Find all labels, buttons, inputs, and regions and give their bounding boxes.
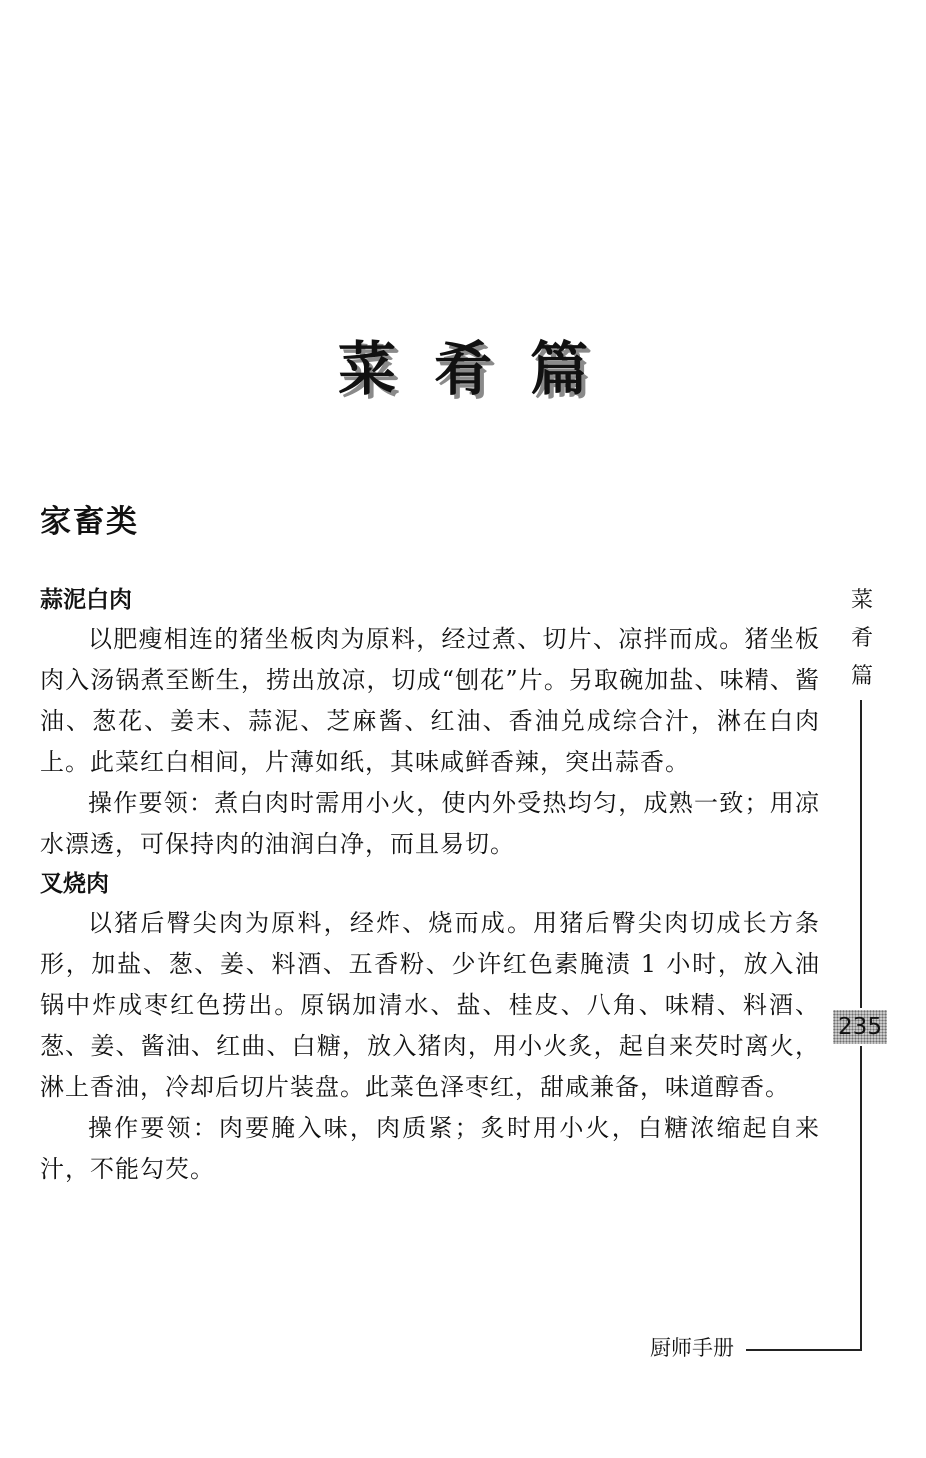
footer-book-title: 厨师手册 — [650, 1334, 738, 1362]
main-content — [40, 581, 820, 1190]
sidebar-rule-bottom — [860, 1046, 862, 1350]
footer-rule — [746, 1349, 862, 1351]
dish-title: 叉烧肉 — [40, 871, 109, 897]
sidebar-char: 肴 — [850, 626, 873, 651]
page-number: 235 — [833, 1010, 887, 1044]
sidebar-char: 菜 — [850, 588, 873, 613]
sidebar-chapter-label — [848, 582, 876, 696]
chapter-title: 菜肴篇 — [337, 335, 626, 403]
sidebar-char: 篇 — [850, 664, 873, 689]
dish-description: 以肥瘦相连的猪坐板肉为原料，经过煮、切片、凉拌而成。猪坐板肉入汤锅煮至断生，捞出放凉，切成“刨花”片。另取碗加盐、味精、酱油、葱花、姜末、蒜泥、芝麻酱、红油、香油兑成综合汁，淋在白肉上。此菜红白相间，片薄如纸，其味咸鲜香辣，突出蒜香。 — [40, 625, 820, 776]
dish-title: 蒜泥白肉 — [40, 587, 132, 613]
dish-description: 以猪后臀尖肉为原料，经炸、烧而成。用猪后臀尖肉切成长方条形，加盐、葱、姜、料酒、五香粉、少许红色素腌渍 1 小时，放入油锅中炸成枣红色捞出。原锅加清水、盐、桂皮、八角、味精、料酒、葱、姜、酱油、红曲、白糖，放入猪肉，用小火炙，起自来芡时离火，淋上香油，冷却后切片装盘。此菜色泽枣红，甜咸兼备，味道醇香。 — [40, 909, 820, 1101]
sidebar-rule-top — [860, 700, 862, 1008]
dish-tips: 操作要领：肉要腌入味，肉质紧；炙时用小火，白糖浓缩起自来汁，不能勾芡。 — [40, 1114, 820, 1183]
section-title: 家畜类 — [40, 504, 139, 540]
dish-tips: 操作要领：煮白肉时需用小火，使内外受热均匀，成熟一致；用凉水漂透，可保持肉的油润白净，而且易切。 — [40, 789, 820, 858]
